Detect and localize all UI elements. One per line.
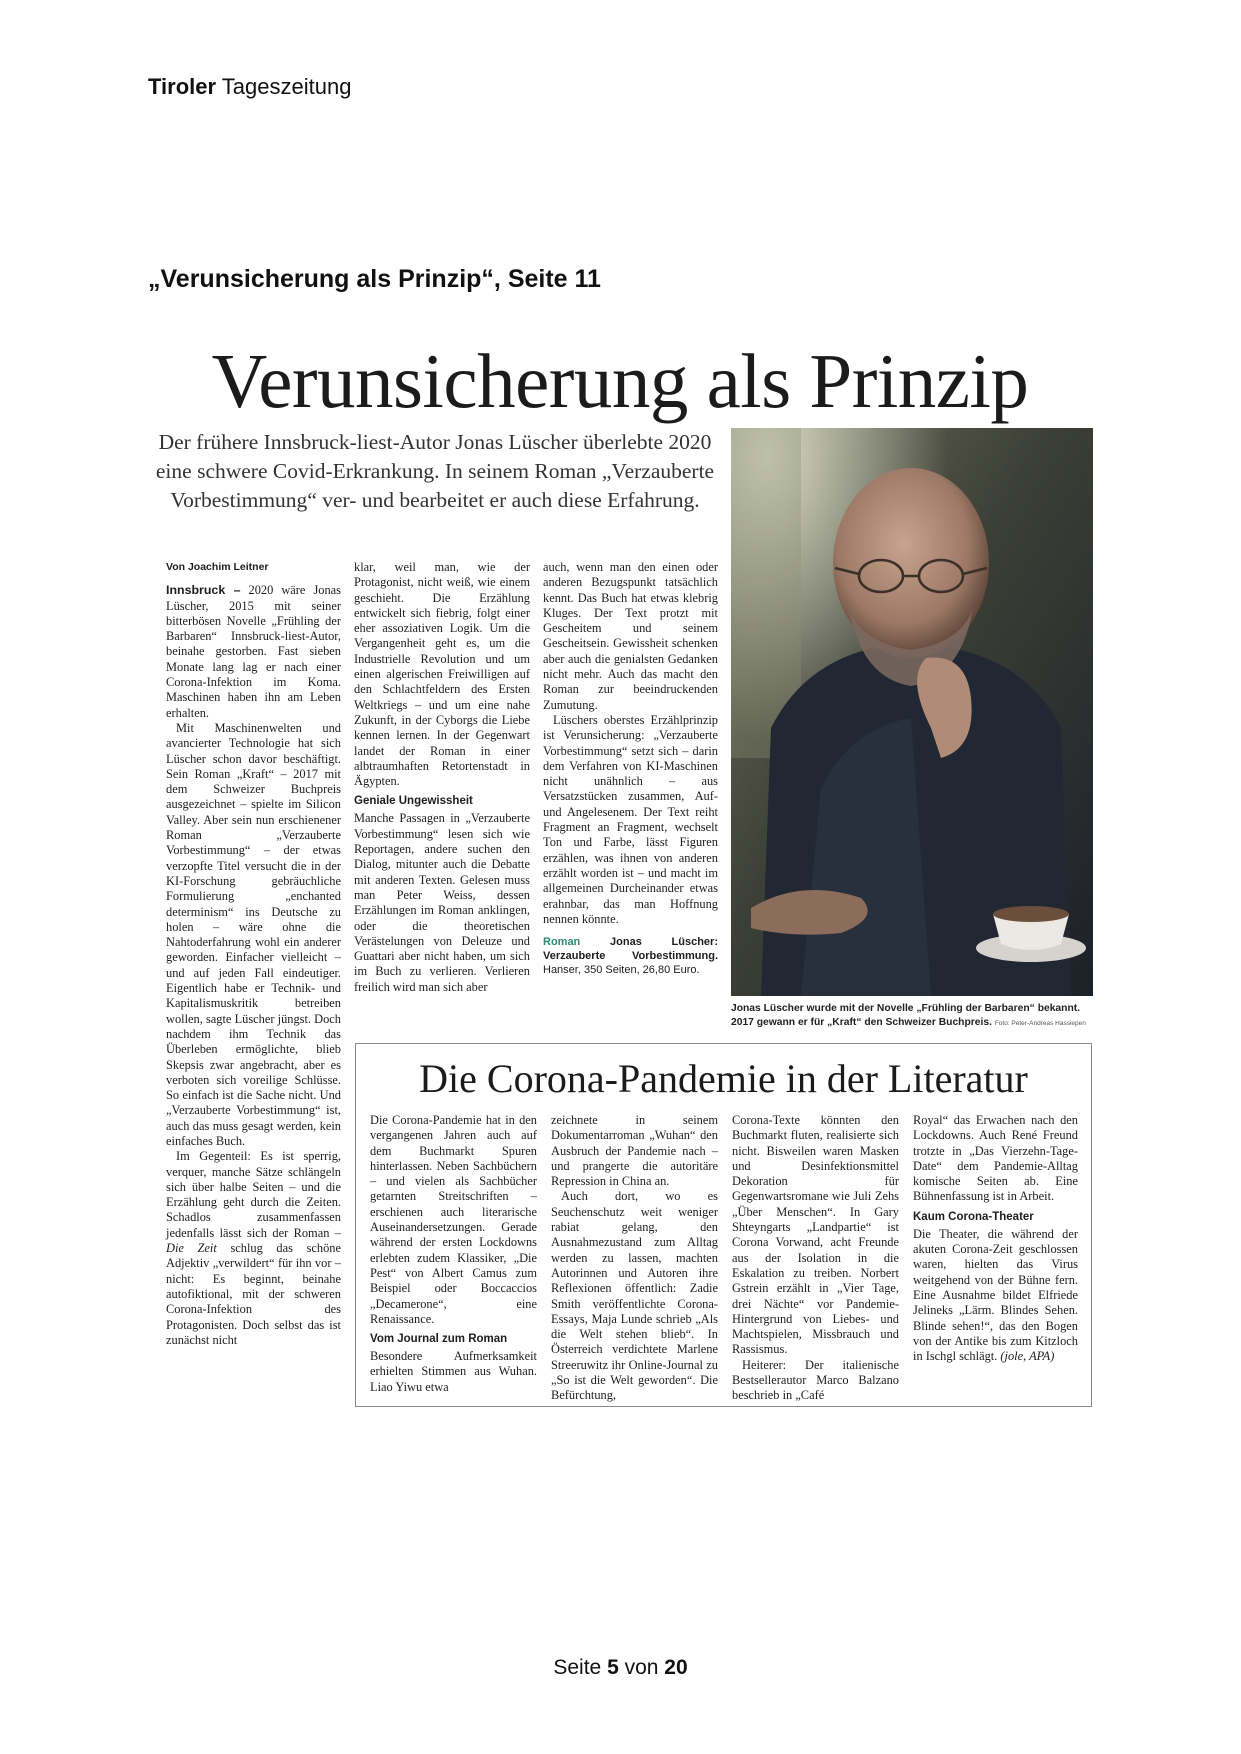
photo-caption-text: Jonas Lüscher wurde mit der Novelle „Frühling der Barbaren“ bekannt. 2017 gewann er für „Kraft“ den Schweizer Buchpreis. (731, 1003, 1081, 1028)
photo-credit: Foto: Peter-Andreas Hassiepen (994, 1020, 1086, 1027)
infobox-paragraph: Heiterer: Der italienische Bestsellerautor Marco Balzano beschrieb in „Café (732, 1357, 899, 1403)
article-paragraph: Lüschers oberstes Erzählprinzip ist Verunsicherung: „Verzauberte Vorbestimmung“ setzt sich – darin dem Verfahren von KI-Maschinen nicht unähnlich – aus Versatzstücken zusammen, Auf- und Angelesenem. Der Text reiht Fragment an Fragment, wechselt Ton und Farbe, lässt Figuren erzählen, was ihnen von anderen erzählt worden ist – und macht im allgemeinen Durcheinander etwas erahnbar, das man Hoffnung nennen könnte. (543, 712, 718, 926)
article-paragraph: Im Gegenteil: Es ist sperrig, verquer, manche Sätze schlängeln sich über halbe Seiten – und die Erzählung geht durch die Zeiten. Schadlos zusammenfassen jedenfalls lässt sich der Roman – Die Zeit schlug das schöne Adjektiv „verwildert“ für ihn vor – nicht: Es beginnt, beinahe autofiktional, mit der schweren Corona-Infektion des Protagonisten. Doch selbst das ist zunächst nicht (166, 1149, 341, 1347)
publication-reference: Die Zeit (166, 1241, 217, 1256)
article-paragraph: klar, weil man, wie der Protagonist, nicht weiß, wie einem geschieht. Die Erzählung entwickelt sich fiebrig, folgt einer eher assoziativen Logik. Um die Vergangenheit geht es, um die Industrielle Revolution und um einen algerischen Freiwilligen auf den Schlachtfeldern des Ersten Weltkriegs – und um eine nahe Zukunft, in der Cyborgs die Liebe kennen lernen. In der Gegenwart landet der Roman in einer albtraumhaften Retortenstadt in Ägypten. (354, 560, 530, 789)
article-headline: Verunsicherung als Prinzip (211, 338, 1029, 424)
portrait-image (731, 428, 1093, 996)
publication-name-bold: Tiroler (148, 74, 217, 99)
article-column-2 (354, 560, 530, 995)
infobox-title: Die Corona-Pandemie in der Literatur (419, 1056, 1028, 1101)
infobox-subheading: Vom Journal zum Roman (370, 1333, 508, 1346)
book-genre: Roman (543, 936, 581, 949)
publication-name (148, 74, 351, 100)
infobox-column-2 (551, 1113, 718, 1404)
infobox-paragraph: Auch dort, wo es Seuchenschutz weit weniger rabiat gelang, den Ausnahmezustand zum Alltag werden zu lassen, machten Autorinnen und Autoren ihre Reflexionen öffentlich: Zadie Smith veröffentlichte Corona-Essays, Maja Lunde schrieb „Als die Welt stehen blieb“. In Österreich verdichtete Marlene Streeruwitz ihr Online-Journal zu „So ist die Welt geworden“. Die Befürchtung, (551, 1189, 718, 1403)
article-paragraph: Manche Passagen in „Verzauberte Vorbestimmung“ lesen sich wie Reportagen, andere suchen den Dialog, mitunter auch die Debatte mit anderen Texten. Gelesen muss man Peter Weiss, dessen Erzählungen im Roman anklingen, oder die theoretischen Verästelungen von Deleuze und Guattari aber nicht haben, um sich im Buch zu verlieren. Verlieren freilich wird man sich aber (354, 811, 530, 994)
article-column-3 (543, 560, 718, 977)
photo-caption (731, 1002, 1093, 1031)
infobox-paragraph: Besondere Aufmerksamkeit erhielten Stimmen aus Wuhan. Liao Yiwu etwa (370, 1349, 537, 1394)
article-subheading: Geniale Ungewissheit (354, 795, 473, 808)
article-lead: Der frühere Innsbruck-liest-Autor Jonas Lüscher überlebte 2020 eine schwere Covid-Erkrankung. In seinem Roman „Verzauberte Vorbestimmung“ ver- und bearbeitet er auch diese Erfahrung. (155, 430, 715, 512)
current-page-number: 5 (607, 1656, 619, 1679)
infobox-column-3 (732, 1113, 899, 1404)
dateline: Innsbruck – (166, 583, 241, 598)
infobox-paragraph: Corona-Texte könnten den Buchmarkt fluten, realisierte sich nicht. Bisweilen waren Masken und Desinfektionsmittel Dekoration für Gegenwartsromane wie Juli Zehs „Über Menschen“. In Gary Shteyngarts „Landpartie“ ist Corona Vorwand, acht Freunde aus der Isolation in die Eskalation zu treiben. Norbert Gstrein erzählt in „Vier Tage, drei Nächte“ vor Pandemie-Hintergrund von Liebes- und Machtspielen, Missbrauch und Rassismus. (732, 1113, 899, 1357)
book-details: Hanser, 350 Seiten, 26,80 Euro. (543, 964, 700, 977)
infobox-column-1 (370, 1113, 537, 1395)
byline: Von Joachim Leitner (166, 561, 269, 573)
total-page-count: 20 (664, 1656, 688, 1679)
page-footer: Seite 5 von 20 (553, 1656, 688, 1679)
article-paragraph: Mit Maschinenwelten und avancierter Technologie hat sich Lüscher schon davor beschäftigt. Sein Roman „Kraft“ – 2017 mit dem Schweizer Buchpreis ausgezeichnet – spielte im Silicon Valley. Aber sein nun erschienener Roman „Verzauberte Vorbestimmung“ – der etwas verzopfte Titel versucht die in der KI-Forschung gebräuchliche Formulierung „enchanted determinism“ ins Deutsche zu holen – wäre ohne die Nahtoderfahrung wohl ein anderer geworden. Einfacher vielleicht – und auf jeden Fall eindeutiger. Eigentlich habe er Technik- und Kapitalismuskritik betreiben wollen, sagte Lüscher jüngst. Doch nachdem ihm Technik das Überleben ermöglichte, blieb Skepsis zwar angebracht, aber es verboten sich voreilige Schlüsse. So einfach ist die Sache nicht. Und „Verzauberte Vorbestimmung“ ist, auch das muss gesagt werden, kein einfaches Buch. (166, 720, 341, 1148)
article-reference: „Verunsicherung als Prinzip“, Seite 11 (148, 265, 601, 293)
article-paragraph: auch, wenn man den einen oder anderen Bezugspunkt tatsächlich kennt. Das Buch hat etwas klebrig Kluges. Der Text protzt mit Gescheitem und seinem Gescheitsein. Gewissheit schenken aber auch die genialsten Gedanken nicht mehr. Auch das macht den Roman zur beeindruckenden Zumutung. (543, 560, 718, 712)
infobox-paragraph: Die Theater, die während der akuten Corona-Zeit geschlossen waren, hielten das Virus weitgehend von der Bühne fern. Eine Ausnahme bildet Elfriede Jelineks „Lärm. Blindes Sehen. Blinde sehen!“, das den Bogen von der Antike bis zum Kitzloch in Ischgl schlägt. (jole, APA) (913, 1226, 1078, 1364)
publication-name-rest: Tageszeitung (221, 74, 352, 99)
infobox-paragraph: zeichnete in seinem Dokumentarroman „Wuhan“ den Ausbruch der Pandemie nach – und prangerte die autoritäre Repression in China an. (551, 1113, 718, 1189)
signoff: (jole, APA) (1000, 1349, 1055, 1364)
infobox-column-4 (913, 1113, 1078, 1364)
infobox-subheading: Kaum Corona-Theater (913, 1210, 1034, 1223)
infobox-paragraph: Die Corona-Pandemie hat in den vergangenen Jahren auch auf dem Buchmarkt Spuren hinterlassen. Neben Sachbüchern – und vielen als Sachbücher getarnten Streitschriften – erschienen auch literarische Auseinandersetzungen. Gerade während der ersten Lockdowns erlebten zudem Klassiker, „Die Pest“ von Albert Camus zum Beispiel oder Boccaccios „Decamerone“, eine Renaissance. (370, 1113, 537, 1326)
book-info (543, 935, 718, 977)
article-paragraph: Innsbruck – 2020 wäre Jonas Lüscher, 2015 mit seiner bitterbösen Novelle „Frühling der Barbaren“ Innsbruck-liest-Autor, beinahe gestorben. Fast sieben Monate lang lag er nach einer Corona-Infektion im Koma. Maschinen haben ihn am Leben erhalten. (166, 583, 341, 720)
article-column-1 (166, 560, 341, 1348)
infobox-paragraph: Royal“ das Erwachen nach den Lockdowns. Auch René Freund trotzte in „Das Vierzehn-Tage-Date“ dem Pandemie-Alltag komische Seiten ab. Eine Bühnenfassung ist in Arbeit. (913, 1113, 1078, 1204)
book-title: Jonas Lüscher: Verzauberte Vorbestimmung. (543, 936, 718, 963)
author-photo (731, 428, 1093, 996)
